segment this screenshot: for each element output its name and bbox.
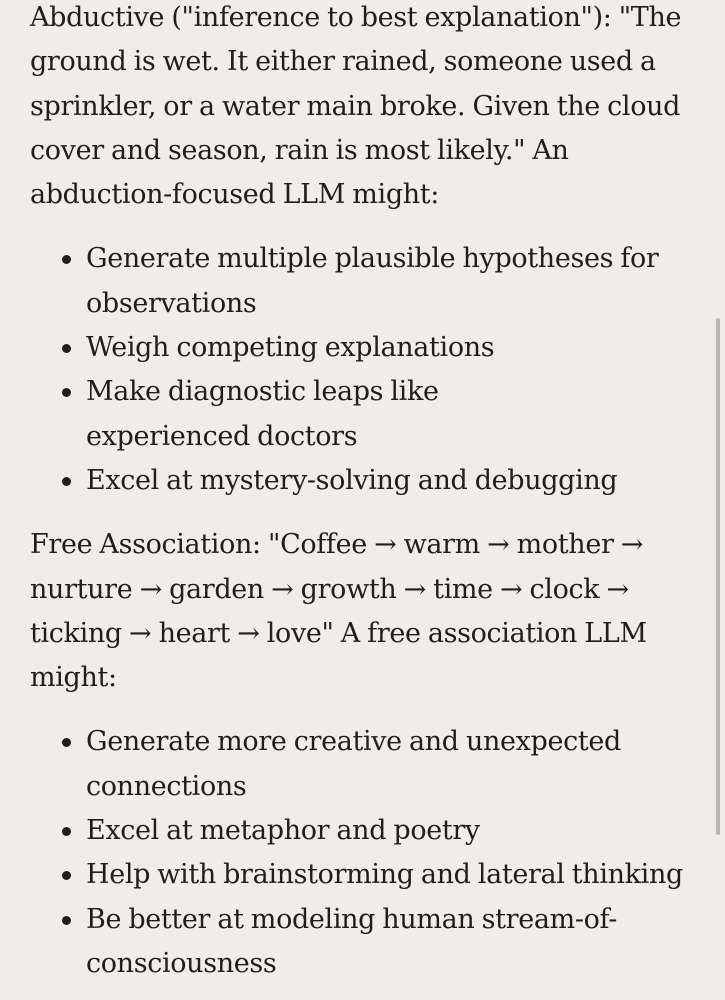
abductive-list — [30, 237, 700, 503]
abductive-paragraph: Abductive ("inference to best explanation"): "The ground is wet. It either rained, someone used a sprinkler, or a water main broke. Given the cloud cover and season, rain is most likely." An abduction-focused LLM might: — [30, 2, 682, 211]
bullet-icon — [62, 255, 71, 264]
list-item — [30, 898, 700, 987]
list-item-text: Make diagnostic leaps like experienced doctors — [86, 376, 439, 452]
bullet-icon — [62, 827, 71, 836]
scrollbar-thumb[interactable] — [716, 318, 720, 835]
list-item — [30, 853, 710, 897]
list-item — [30, 720, 700, 809]
bullet-icon — [62, 388, 71, 397]
list-item — [30, 326, 700, 370]
list-item — [30, 370, 700, 459]
list-item-text: Be better at modeling human stream-of-consciousness — [86, 903, 617, 979]
list-item-text: Excel at mystery-solving and debugging — [86, 464, 618, 496]
list-item — [30, 809, 700, 853]
bullet-icon — [62, 477, 71, 486]
free-association-list — [30, 720, 700, 986]
list-item — [30, 237, 700, 326]
list-item-text: Weigh competing explanations — [86, 332, 495, 364]
free-association-paragraph: Free Association: "Coffee → warm → mother → nurture → garden → growth → time → clock → ticking → heart → love" A free association LLM might: — [30, 529, 647, 694]
list-item-text: Generate multiple plausible hypotheses for observations — [86, 243, 659, 319]
bullet-icon — [62, 871, 71, 880]
list-item — [30, 459, 700, 503]
bullet-icon — [62, 916, 71, 925]
list-item-text: Generate more creative and unexpected connections — [86, 726, 621, 802]
bullet-icon — [62, 344, 71, 353]
bullet-icon — [62, 738, 71, 747]
list-item-text: Excel at metaphor and poetry — [86, 815, 480, 847]
list-item-text: Help with brainstorming and lateral thinking — [86, 859, 683, 891]
article-body — [30, 0, 700, 986]
